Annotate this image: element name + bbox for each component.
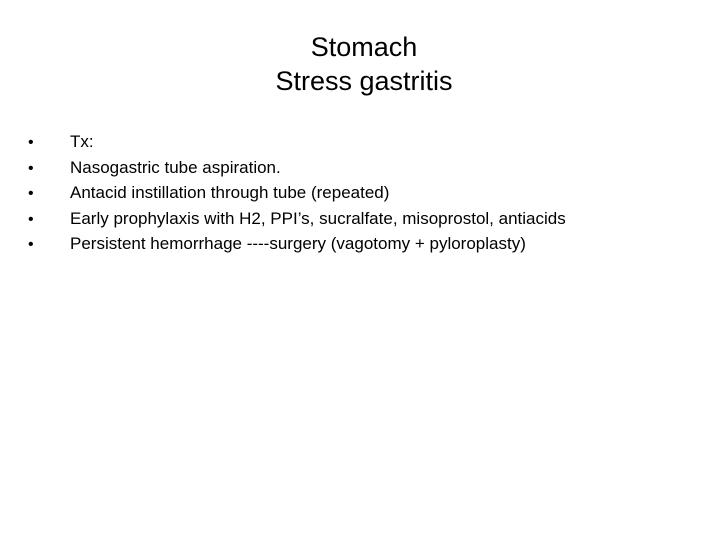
bullet-dot-icon: • bbox=[28, 134, 34, 151]
bullet-text: Early prophylaxis with H2, PPI’s, sucralfate, misoprostol, antiacids bbox=[70, 208, 566, 228]
title-line-stomach: Stomach bbox=[310, 32, 418, 62]
bullet-item-prophylaxis bbox=[28, 207, 566, 233]
bullet-text: Tx: bbox=[70, 132, 94, 151]
bullet-text: Antacid instillation through tube (repeated) bbox=[70, 183, 390, 202]
slide-title bbox=[0, 30, 728, 98]
bullet-dot-icon: • bbox=[28, 159, 34, 177]
bullet-item-hemorrhage bbox=[28, 232, 566, 258]
bullet-item-nasogastric bbox=[28, 156, 566, 182]
bullet-dot-icon: • bbox=[28, 210, 34, 228]
bullet-list bbox=[28, 130, 566, 258]
title-line-stress-gastritis: Stress gastritis bbox=[275, 66, 453, 96]
bullet-item-tx bbox=[28, 130, 566, 156]
bullet-dot-icon: • bbox=[28, 236, 34, 253]
bullet-item-antacid bbox=[28, 181, 566, 207]
bullet-text: Persistent hemorrhage ----surgery (vagotomy + pyloroplasty) bbox=[70, 234, 526, 253]
bullet-dot-icon: • bbox=[28, 185, 34, 202]
bullet-text: Nasogastric tube aspiration. bbox=[70, 157, 281, 177]
